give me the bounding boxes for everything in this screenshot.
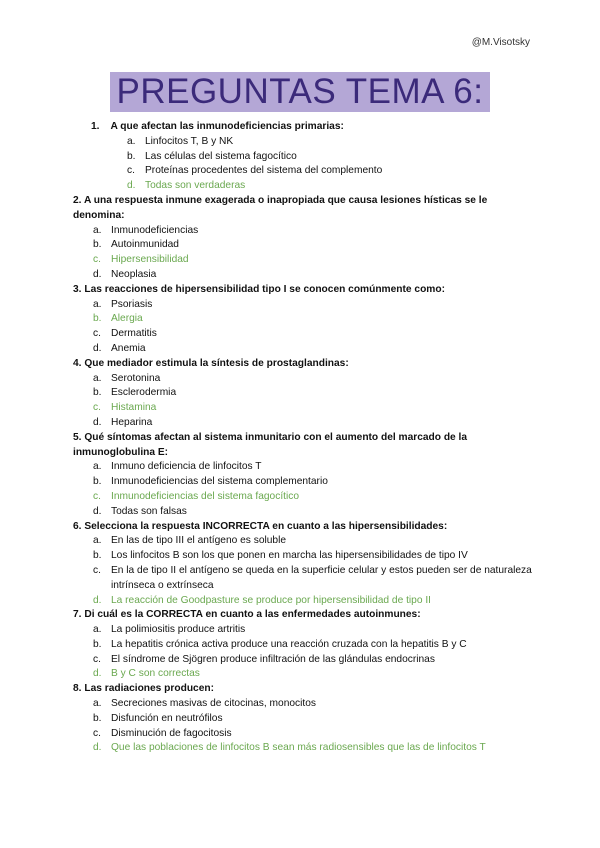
answer-option [73, 653, 533, 668]
option-text: Psoriasis [111, 298, 153, 310]
option-letter: c. [127, 165, 135, 177]
question-number: 1. [91, 121, 100, 132]
option-text: Histamina [111, 402, 157, 414]
option-text: Esclerodermia [111, 387, 177, 399]
answer-option [73, 697, 533, 712]
question-number: 2. [73, 194, 82, 206]
option-text: El síndrome de Sjögren produce infiltración de las glándulas endocrinas [111, 653, 435, 665]
option-text: La polimiositis produce artritis [111, 624, 246, 636]
option-letter: c. [93, 328, 101, 340]
question-text [73, 520, 533, 535]
question-number: 4. [73, 357, 82, 369]
answer-option [73, 268, 533, 283]
question-label: Que mediador estimula la síntesis de prostaglandinas: [84, 357, 349, 369]
option-text: Las células del sistema fagocítico [145, 150, 297, 162]
answer-option [73, 164, 533, 179]
option-text: Inmuno deficiencia de linfocitos T [111, 461, 262, 473]
option-letter: b. [93, 550, 102, 562]
answer-option [73, 135, 533, 150]
question-text [73, 357, 533, 372]
option-text: Heparina [111, 416, 153, 428]
option-letter: b. [93, 638, 102, 650]
option-letter: c. [93, 490, 101, 502]
answer-option [73, 460, 533, 475]
option-text: En las de tipo III el antígeno es soluble [111, 535, 287, 547]
answer-option-correct [73, 253, 533, 268]
option-letter: a. [93, 372, 102, 384]
answer-option-correct [73, 667, 533, 682]
answer-option-correct [73, 594, 533, 609]
question-block [73, 357, 533, 431]
question-text [73, 431, 533, 461]
answer-option-correct [73, 312, 533, 327]
question-label: A que afectan las inmunodeficiencias primarias: [110, 121, 344, 132]
option-text: Autoinmunidad [111, 239, 179, 251]
option-letter: a. [93, 535, 102, 547]
answer-option [73, 549, 533, 564]
question-label: A una respuesta inmune exagerada o inapropiada que causa lesiones hísticas se le denomina: [73, 194, 488, 221]
answer-option [73, 416, 533, 431]
option-letter: c. [93, 727, 101, 739]
answer-option-correct [73, 490, 533, 505]
question-number: 5. [73, 431, 82, 443]
question-block [73, 682, 533, 756]
option-letter: c. [93, 653, 101, 665]
option-text: Secreciones masivas de citocinas, monocitos [111, 698, 316, 710]
answer-option [73, 298, 533, 313]
answer-option [73, 238, 533, 253]
option-letter: c. [93, 254, 101, 266]
question-number: 3. [73, 283, 82, 295]
option-text: La reacción de Goodpasture se produce por hipersensibilidad de tipo II [111, 594, 431, 606]
question-label: Qué síntomas afectan al sistema inmunitario con el aumento del marcado de la inmunoglobulina E: [73, 431, 468, 458]
question-text [73, 608, 533, 623]
question-text [73, 682, 533, 697]
author-handle: @M.Visotsky [471, 37, 530, 48]
option-text: Inmunodeficiencias [111, 224, 199, 236]
option-text: Dermatitis [111, 328, 157, 340]
question-block [73, 431, 533, 520]
option-text: Disfunción en neutrófilos [111, 712, 223, 724]
answer-option [73, 150, 533, 165]
option-letter: a. [93, 298, 102, 310]
question-block [73, 608, 533, 682]
answer-option [73, 534, 533, 549]
option-text: Anemia [111, 342, 146, 354]
option-text: Disminución de fagocitosis [111, 727, 232, 739]
title-container [0, 72, 600, 112]
option-text: Todas son verdaderas [145, 180, 246, 192]
option-letter: d. [93, 416, 102, 428]
answer-option [73, 623, 533, 638]
question-label: Las radiaciones producen: [84, 683, 214, 695]
option-letter: c. [93, 402, 101, 414]
option-letter: d. [93, 668, 102, 680]
answer-option [73, 224, 533, 239]
option-letter: b. [93, 239, 102, 251]
option-text: Hipersensibilidad [111, 254, 189, 266]
option-letter: a. [93, 698, 102, 710]
question-text [73, 120, 533, 135]
answer-option [73, 372, 533, 387]
answer-option [73, 475, 533, 490]
option-letter: d. [93, 342, 102, 354]
question-label: Di cuál es la CORRECTA en cuanto a las enfermedades autoinmunes: [84, 609, 421, 621]
option-letter: d. [93, 594, 102, 606]
question-number: 8. [73, 683, 82, 695]
option-letter: b. [93, 313, 102, 325]
option-letter: d. [127, 180, 136, 192]
answer-option [73, 638, 533, 653]
option-text: Linfocitos T, B y NK [145, 135, 234, 147]
option-letter: d. [93, 268, 102, 280]
option-letter: b. [93, 712, 102, 724]
option-letter: a. [127, 135, 136, 147]
option-text: Que las poblaciones de linfocitos B sean más radiosensibles que las de linfocitos T [111, 742, 486, 754]
answer-option-correct [73, 741, 533, 756]
question-number: 6. [73, 520, 82, 532]
option-text: B y C son correctas [111, 668, 200, 680]
option-text: La hepatitis crónica activa produce una reacción cruzada con la hepatitis B y C [111, 638, 467, 650]
option-letter: c. [93, 564, 101, 576]
answer-option-correct [73, 179, 533, 194]
option-text: Neoplasia [111, 268, 157, 280]
option-text: Inmunodeficiencias del sistema fagocítico [111, 490, 300, 502]
option-text: En la de tipo II el antígeno se queda en la superficie celular y estos pueden ser de naturaleza intrínseca o extrínseca [111, 564, 532, 591]
answer-option [73, 727, 533, 742]
question-text [73, 194, 533, 224]
answer-option [73, 327, 533, 342]
question-block [73, 120, 533, 194]
option-text: Proteínas procedentes del sistema del complemento [145, 165, 383, 177]
option-letter: b. [93, 476, 102, 488]
question-text [73, 283, 533, 298]
question-block [73, 520, 533, 609]
option-letter: a. [93, 224, 102, 236]
option-text: Serotonina [111, 372, 161, 384]
option-letter: b. [127, 150, 136, 162]
option-letter: a. [93, 461, 102, 473]
option-text: Alergia [111, 313, 143, 325]
question-block [73, 194, 533, 283]
option-letter: b. [93, 387, 102, 399]
question-block [73, 283, 533, 357]
option-text: Todas son falsas [111, 505, 187, 517]
option-letter: d. [93, 742, 102, 754]
page-title: PREGUNTAS TEMA 6: [110, 72, 489, 112]
answer-option [73, 564, 533, 594]
option-letter: d. [93, 505, 102, 517]
option-text: Inmunodeficiencias del sistema complementario [111, 476, 328, 488]
option-letter: a. [93, 624, 102, 636]
answer-option [73, 712, 533, 727]
answer-option [73, 505, 533, 520]
answer-option [73, 342, 533, 357]
answer-option-correct [73, 401, 533, 416]
question-label: Selecciona la respuesta INCORRECTA en cuanto a las hipersensibilidades: [84, 520, 448, 532]
option-text: Los linfocitos B son los que ponen en marcha las hipersensibilidades de tipo IV [111, 550, 468, 562]
answer-option [73, 386, 533, 401]
question-list [73, 120, 533, 756]
question-label: Las reacciones de hipersensibilidad tipo I se conocen comúnmente como: [84, 283, 445, 295]
question-number: 7. [73, 609, 82, 621]
